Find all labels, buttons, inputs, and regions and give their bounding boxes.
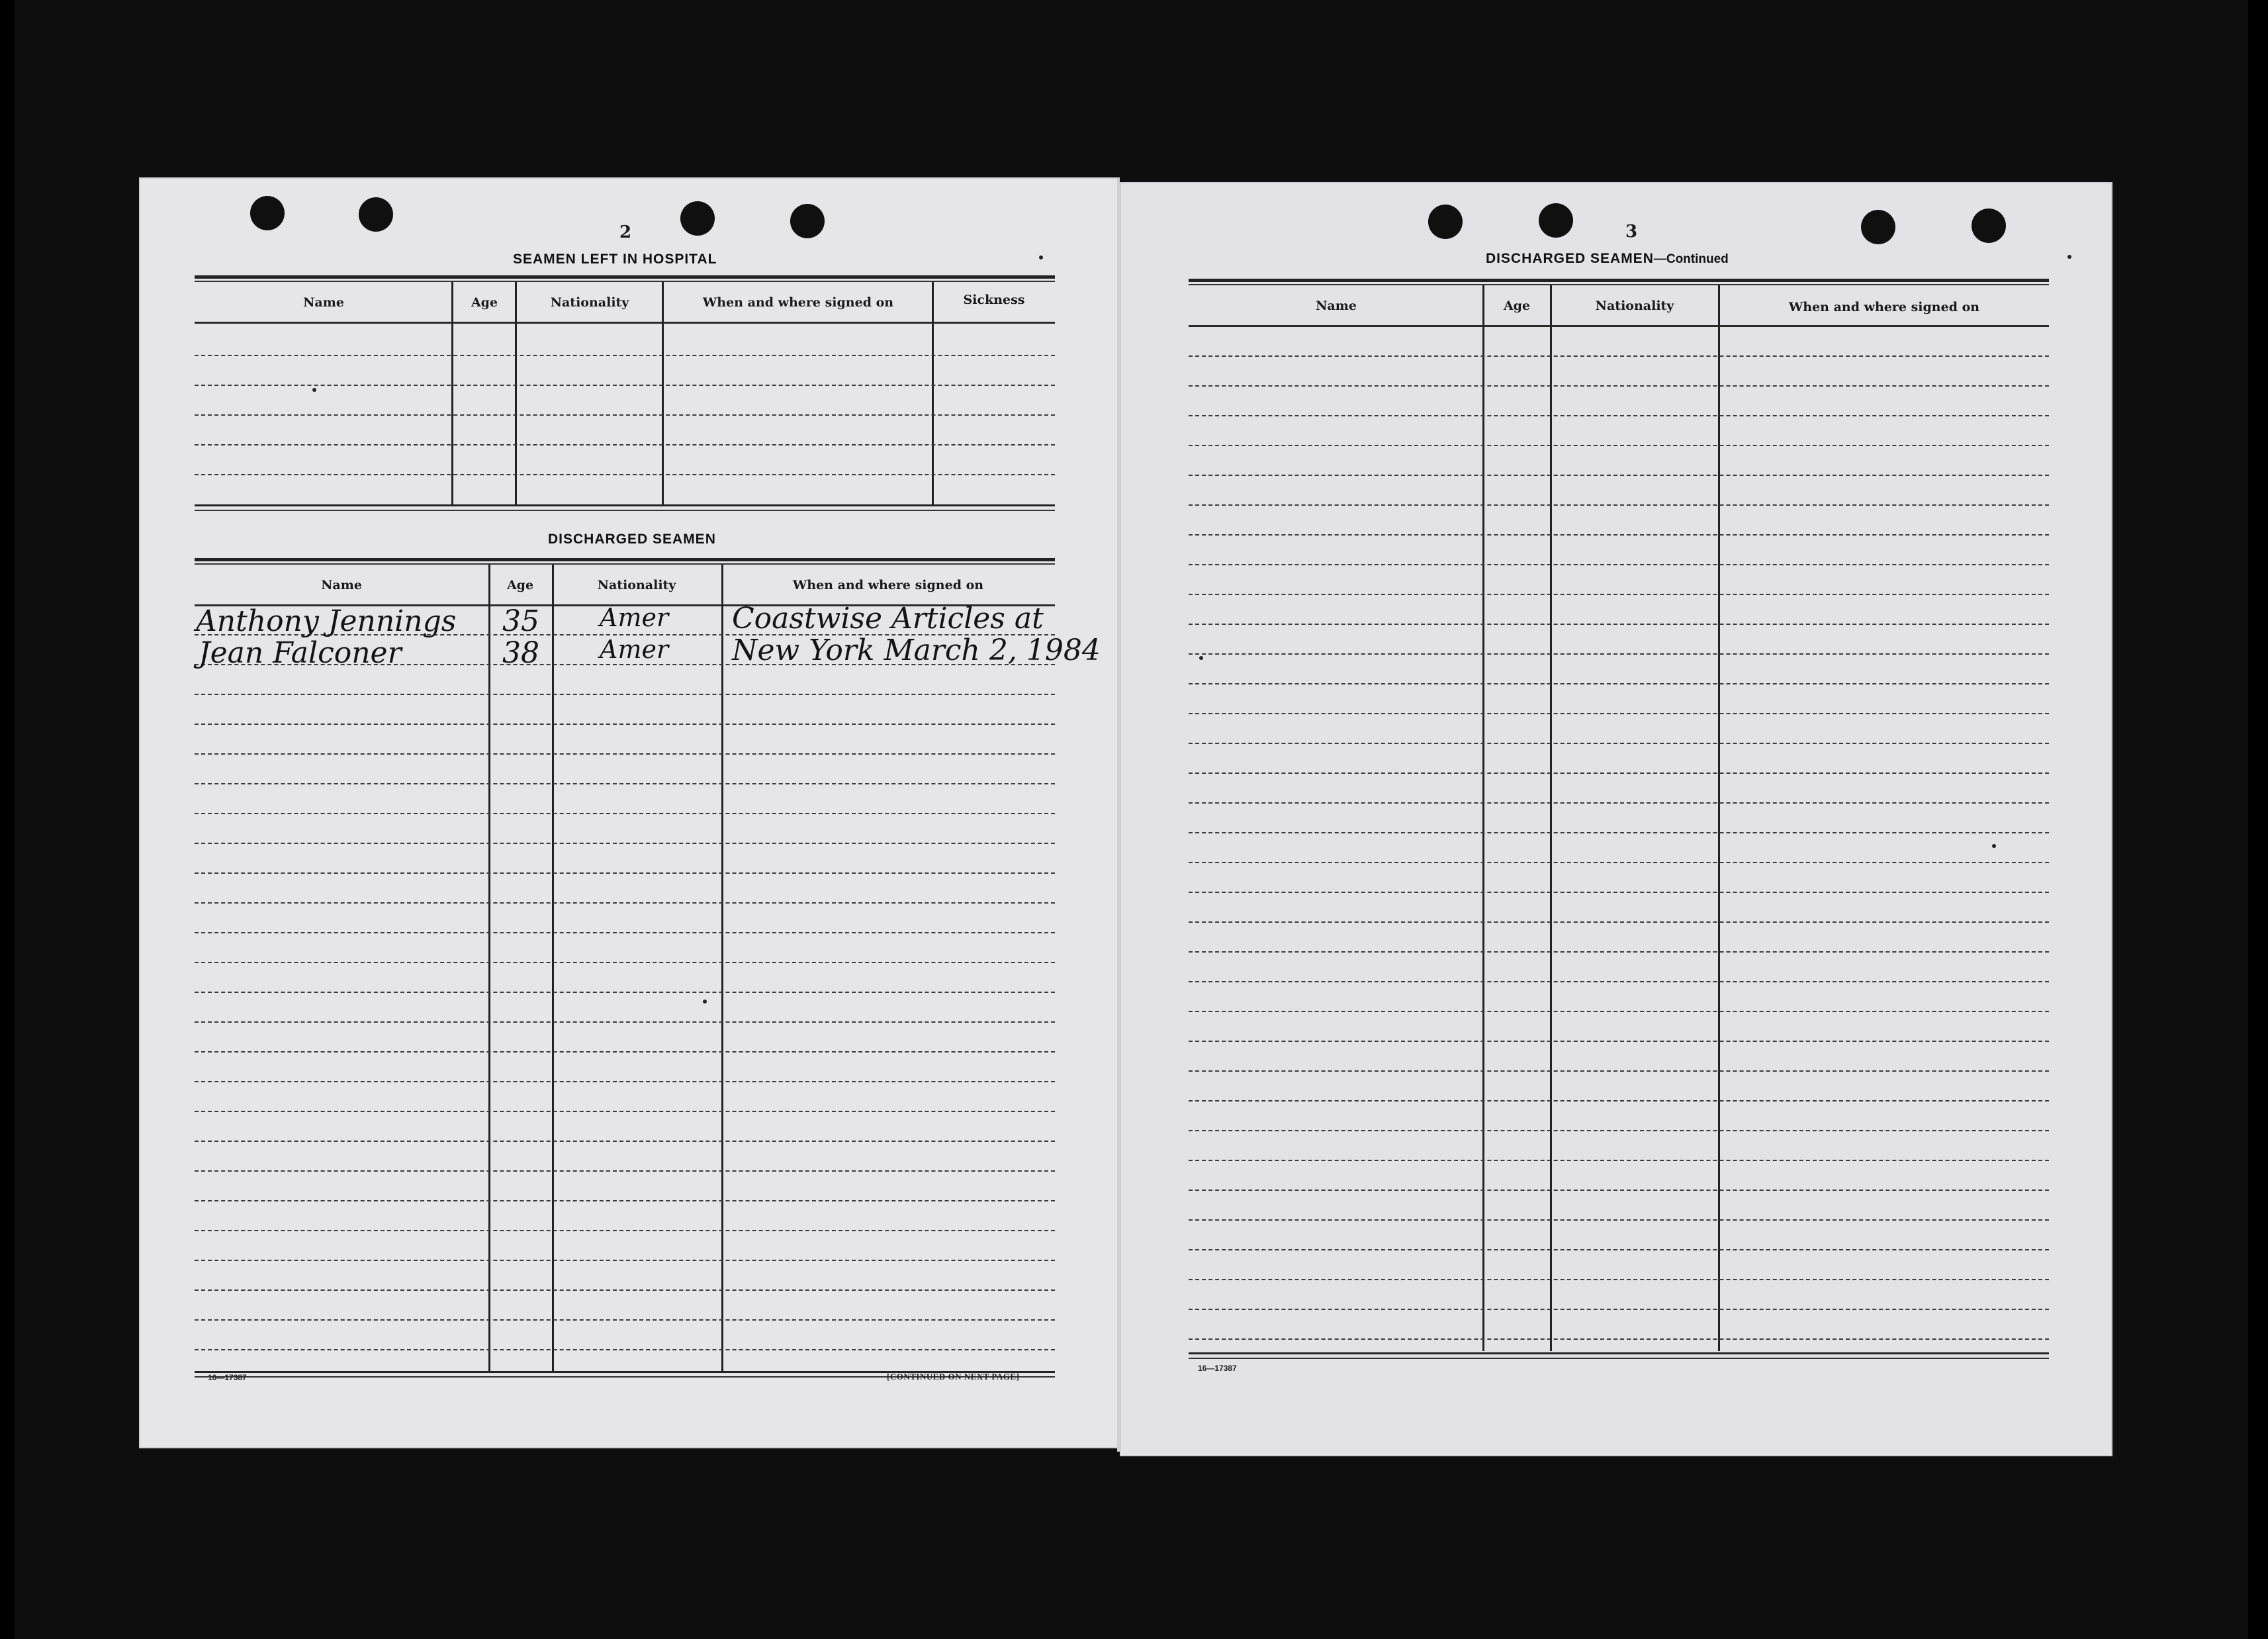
discharged-row-age: 35 — [502, 604, 539, 638]
col-header-name: Name — [303, 295, 344, 310]
form-code: 16—17387 — [1198, 1364, 1237, 1373]
col-header-age: Age — [506, 578, 534, 592]
punch-hole — [1539, 203, 1573, 238]
discharged-row-nationality: Amer — [600, 635, 669, 664]
scan-speck — [312, 388, 316, 392]
scan-border-right — [2248, 0, 2268, 1639]
discharged-row-age: 38 — [502, 636, 539, 670]
col-header-signed-on: When and where signed on — [702, 295, 894, 310]
col-header-name: Name — [1316, 299, 1357, 313]
punch-hole — [680, 201, 715, 236]
punch-hole — [359, 197, 393, 232]
punch-hole — [1861, 210, 1895, 244]
col-header-name: Name — [321, 578, 362, 592]
page-number: 2 — [619, 222, 632, 242]
scan-speck — [1992, 844, 1996, 848]
punch-hole — [1428, 205, 1463, 239]
col-header-nationality: Nationality — [597, 578, 676, 592]
scan-border-left — [0, 0, 15, 1639]
punch-hole — [250, 196, 285, 230]
discharged-table — [195, 558, 1101, 1379]
punch-hole — [1972, 209, 2006, 243]
discharged-continued-title — [1486, 251, 1729, 267]
scan-speck — [1039, 256, 1043, 259]
discharged-continued-title-main: DISCHARGED SEAMEN — [1486, 251, 1654, 266]
punch-hole — [790, 204, 825, 238]
discharged-row-name: Jean Falconer — [199, 636, 402, 670]
col-header-age: Age — [1503, 299, 1531, 313]
col-header-nationality: Nationality — [1595, 299, 1674, 313]
page-number: 3 — [1625, 222, 1638, 242]
continued-suffix: —Continued — [1653, 252, 1729, 266]
col-header-signed-on: When and where signed on — [1788, 300, 1980, 314]
hospital-section-title: SEAMEN LEFT IN HOSPITAL — [513, 252, 717, 267]
continued-note: [CONTINUED ON NEXT PAGE] — [887, 1372, 1020, 1381]
left-page — [139, 177, 1118, 1448]
scan-speck — [703, 1000, 707, 1004]
discharged-continued-table — [1189, 279, 2049, 1404]
scan-speck — [1199, 656, 1203, 660]
discharged-row-signed-on: Coastwise Articles at — [732, 602, 1044, 635]
discharged-row-name: Anthony Jennings — [196, 604, 457, 638]
discharged-section-title: DISCHARGED SEAMEN — [548, 532, 716, 547]
right-page — [1120, 182, 2112, 1456]
col-header-nationality: Nationality — [550, 295, 629, 310]
scan-speck — [2067, 255, 2071, 259]
discharged-row-signed-on: New York March 2, 1984 — [732, 633, 1101, 667]
col-header-sickness: Sickness — [963, 293, 1025, 307]
hospital-table — [195, 275, 1055, 514]
form-code: 16—17387 — [208, 1373, 247, 1382]
col-header-signed-on: When and where signed on — [792, 578, 984, 592]
col-header-age: Age — [471, 295, 498, 310]
discharged-row-nationality: Amer — [600, 603, 669, 632]
